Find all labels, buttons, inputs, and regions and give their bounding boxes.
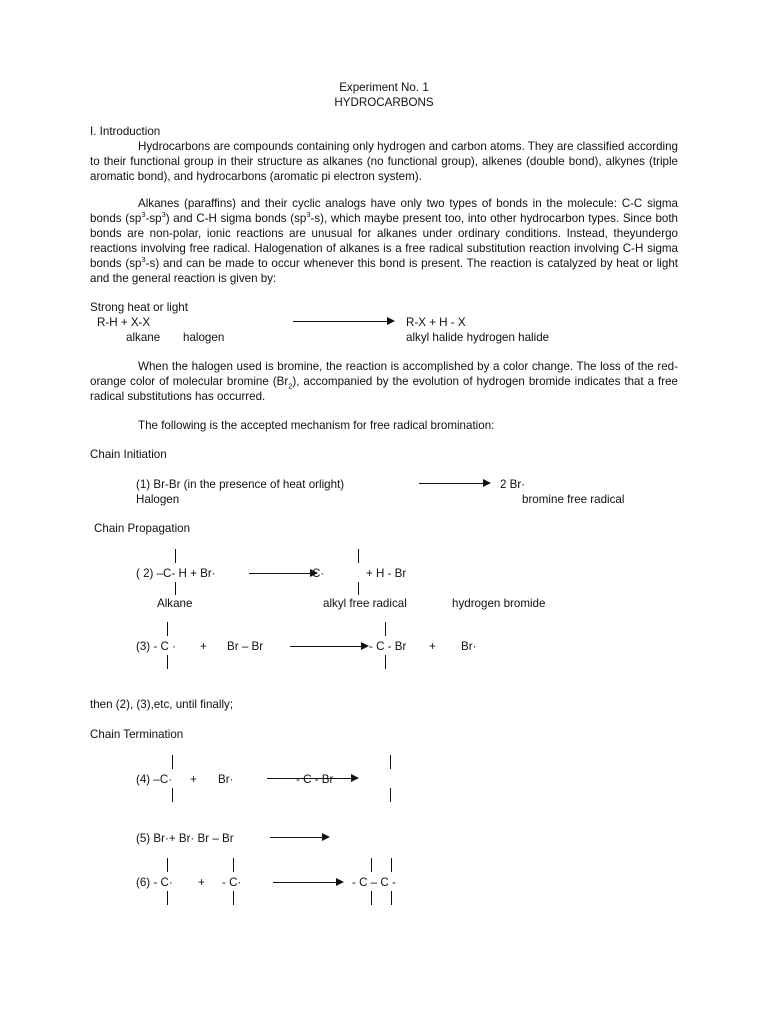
eq3-br2: Br – Br	[227, 640, 264, 653]
reaction-arrow	[293, 321, 393, 322]
bond-line	[391, 891, 392, 905]
experiment-number: Experiment No. 1	[339, 81, 429, 94]
eq5: (5) Br·+ Br· Br – Br	[136, 832, 234, 845]
bond-line	[358, 549, 359, 563]
bromine-paragraph: When the halogen used is bromine, the reaction is accomplished by a color change. The loss of the red-orange color of molecular bromine $(Br_2)$, accompanied by the evolution of hydrogen bromide indicates that a free radical substitutions has occurred.	[90, 360, 678, 403]
bond-line	[385, 622, 386, 636]
bond-line	[167, 655, 168, 669]
eq1-arrow	[419, 483, 489, 484]
bond-line	[233, 891, 234, 905]
termination-heading: Chain Termination	[90, 728, 184, 741]
label-halogen: halogen	[183, 331, 225, 344]
eq6-plus: +	[198, 876, 205, 889]
label-alkane: alkane	[126, 331, 161, 344]
label-products: alkyl halide hydrogen halide	[406, 331, 550, 344]
eq3-br-radical: Br·	[461, 640, 477, 653]
eq3-left: (3) - C ·	[136, 640, 176, 653]
eq3-arrow	[290, 646, 367, 647]
eq4-plus: +	[190, 773, 197, 786]
label-alkyl-radical: alkyl free radical	[323, 597, 407, 610]
eq3-product: - C - Br	[369, 640, 407, 653]
eq6-product: - C – C -	[352, 876, 396, 889]
bond-line	[167, 891, 168, 905]
intro-paragraph-1: Hydrocarbons are compounds containing only hydrogen and carbon atoms. They are classified according to their functional group in their structure as alkanes (no functional group), alkenes (double bond), alkynes (triple aromatic bond), and hydrocarbons (aromatic pi electron system).	[90, 140, 678, 183]
eq4-left: (4) –C·	[136, 773, 173, 786]
bond-line	[391, 858, 392, 872]
then-text: then (2), (3),etc, until finally;	[90, 698, 234, 711]
eq3-plus-2: +	[429, 640, 436, 653]
bond-line	[175, 582, 176, 595]
label-bromine-radical: bromine free radical	[522, 493, 625, 506]
eq2-right: + H - Br	[366, 567, 407, 580]
bond-line	[167, 858, 168, 872]
eq4-product: - C - Br	[296, 773, 334, 786]
intro-paragraph-2: Alkanes (paraffins) and their cyclic analogs have only two types of bonds in the molecule: C-C sigma bonds $(sp^3-sp^3)$ and C-H sigma bonds $(sp^3-s)$, which maybe present too, into other hydrocarbon types. Since both bonds are non-polar, ionic reactions are unusual for alkanes under ordinary conditions. Instead, theyundergo reactions involving free radical. Halogenation of alkanes is a free radical substitution reaction involving C-H sigma bonds $(sp^3-s)$ and can be made to occur whenever this bond is present. The reaction is catalyzed by heat or light and the general reaction is given by:	[90, 197, 679, 285]
bond-line	[175, 549, 176, 563]
bond-line	[371, 858, 372, 872]
eq6-c2: - C·	[222, 876, 242, 889]
propagation-heading: Chain Propagation	[94, 522, 191, 535]
reaction-products: R-X + H - X	[406, 316, 466, 329]
reaction-condition: Strong heat or light	[90, 301, 188, 314]
label-alkane-prop: Alkane	[157, 597, 193, 610]
label-hydrogen-bromide: hydrogen bromide	[452, 597, 546, 610]
eq6-left: (6) - C·	[136, 876, 173, 889]
bond-line	[358, 582, 359, 595]
eq3-plus: +	[200, 640, 207, 653]
initiation-heading: Chain Initiation	[90, 448, 167, 461]
reaction-reactants: R-H + X-X	[97, 316, 151, 329]
eq5-arrow	[270, 837, 328, 838]
page-title: HYDROCARBONS	[334, 96, 434, 109]
eq2-left: ( 2) –C- H + Br·	[136, 567, 216, 580]
eq1-right: 2 Br·	[500, 478, 526, 491]
bond-line	[172, 755, 173, 769]
eq6-arrow	[273, 882, 342, 883]
bond-line	[167, 622, 168, 636]
bond-line	[385, 655, 386, 669]
label-halogen-init: Halogen	[136, 493, 180, 506]
eq4-br: Br·	[218, 773, 234, 786]
bond-line	[233, 858, 234, 872]
eq2-mid: C·	[312, 567, 325, 580]
intro-heading: I. Introduction	[90, 125, 161, 138]
bond-line	[371, 891, 372, 905]
bond-line	[172, 788, 173, 802]
eq2-arrow	[249, 573, 316, 574]
bond-line	[390, 788, 391, 802]
mechanism-intro: The following is the accepted mechanism for free radical bromination:	[138, 419, 495, 432]
eq1-left: (1) Br-Br (in the presence of heat orlight)	[136, 478, 345, 491]
bond-line	[390, 755, 391, 769]
